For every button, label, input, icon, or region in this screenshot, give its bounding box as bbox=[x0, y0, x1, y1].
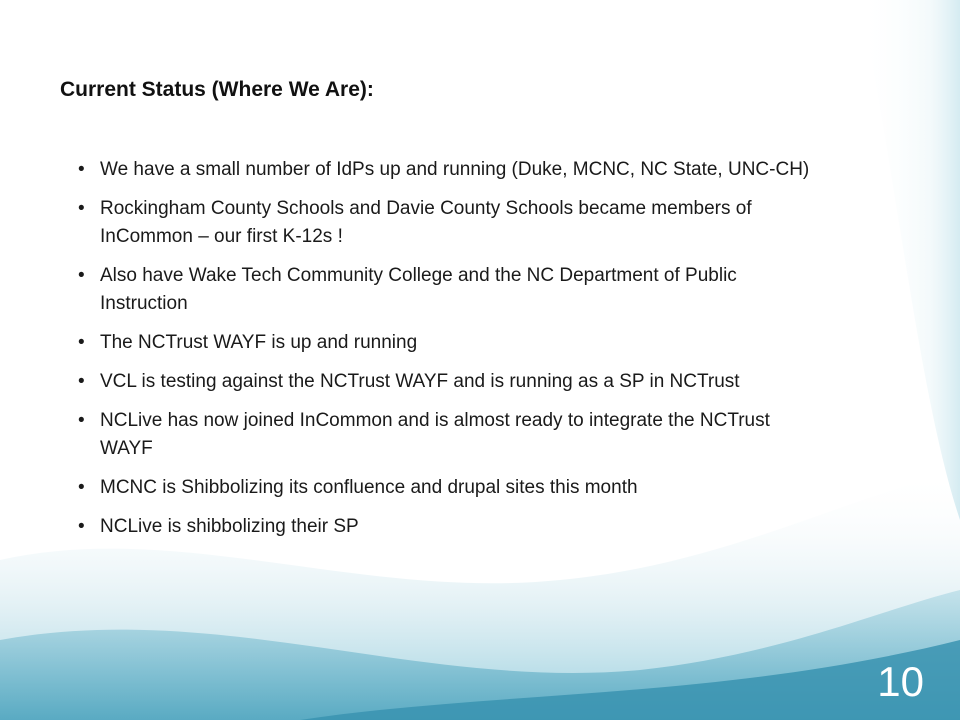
bullet-item: • Rockingham County Schools and Davie County Schools became members of InCommon – our first K-12s ! bbox=[78, 195, 823, 251]
slide-title: Current Status (Where We Are): bbox=[60, 78, 374, 101]
bullet-item: • Also have Wake Tech Community College and the NC Department of Public Instruction bbox=[78, 262, 823, 318]
bullet-item: • VCL is testing against the NCTrust WAYF and is running as a SP in NCTrust bbox=[78, 368, 823, 396]
bullet-item: • NCLive is shibbolizing their SP bbox=[78, 513, 823, 541]
bullet-list bbox=[78, 156, 823, 552]
page-number: 10 bbox=[877, 658, 924, 705]
bullet-item: • The NCTrust WAYF is up and running bbox=[78, 329, 823, 357]
bullet-item: • MCNC is Shibbolizing its confluence and drupal sites this month bbox=[78, 474, 823, 502]
bullet-item: • We have a small number of IdPs up and running (Duke, MCNC, NC State, UNC-CH) bbox=[78, 156, 823, 184]
bullet-item: • NCLive has now joined InCommon and is almost ready to integrate the NCTrust WAYF bbox=[78, 407, 823, 463]
